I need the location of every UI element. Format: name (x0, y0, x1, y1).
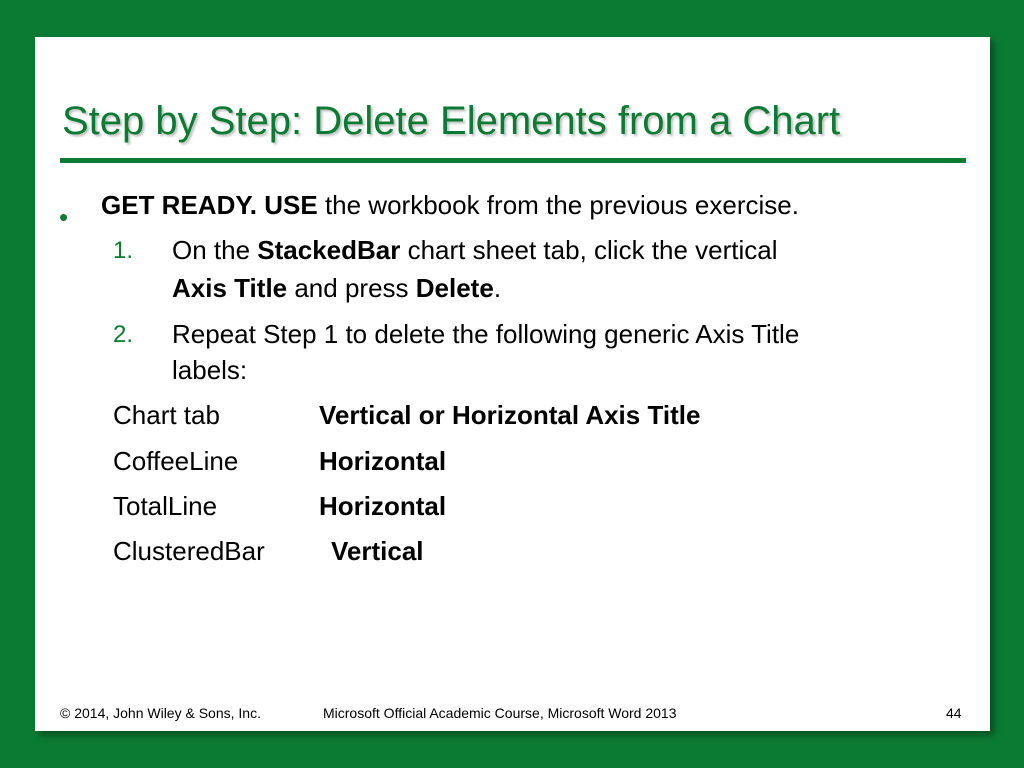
footer-copyright: © 2014, John Wiley & Sons, Inc. (60, 705, 261, 721)
table-row-3-name: TotalLine (113, 491, 218, 521)
bullet-icon: • (59, 202, 69, 232)
step-1-text-c: and press (287, 273, 416, 303)
table-row-1-value: Vertical or Horizontal Axis Title (319, 400, 701, 430)
bullet-bold: GET READY. USE (101, 190, 318, 220)
footer-course: Microsoft Official Academic Course, Microsoft Word 2013 (323, 705, 677, 721)
step-1-text-d: . (493, 273, 502, 303)
step-1-number: 1. (113, 237, 134, 264)
table-row-3-value: Horizontal (319, 491, 447, 521)
title-divider (60, 158, 966, 163)
bullet-rest: the workbook from the previous exercise. (317, 190, 799, 220)
step-2-line2: labels: (172, 355, 248, 385)
step-1-text-a: On the (172, 235, 258, 265)
step-2-number: 2. (113, 321, 134, 348)
step-2-line1: Repeat Step 1 to delete the following generic Axis Title (172, 319, 800, 349)
step-1-text-b: chart sheet tab, click the vertical (400, 235, 778, 265)
step-1-bold-a: StackedBar (257, 235, 401, 265)
footer-page-number: 44 (946, 705, 962, 721)
bullet-text (101, 190, 799, 221)
step-1-line1 (172, 235, 778, 266)
table-row-4-value: Vertical (331, 536, 424, 566)
slide-canvas (35, 37, 990, 731)
step-1-bold-b: Axis Title (172, 273, 288, 303)
table-row-2-name: CoffeeLine (113, 446, 239, 476)
step-1-bold-c: Delete (415, 273, 494, 303)
step-1-line2 (172, 273, 501, 304)
table-row-2-value: Horizontal (319, 446, 447, 476)
table-row-4-name: ClusteredBar (113, 536, 265, 566)
slide-title: Step by Step: Delete Elements from a Chart (62, 99, 841, 143)
table-row-1-name: Chart tab (113, 400, 220, 430)
